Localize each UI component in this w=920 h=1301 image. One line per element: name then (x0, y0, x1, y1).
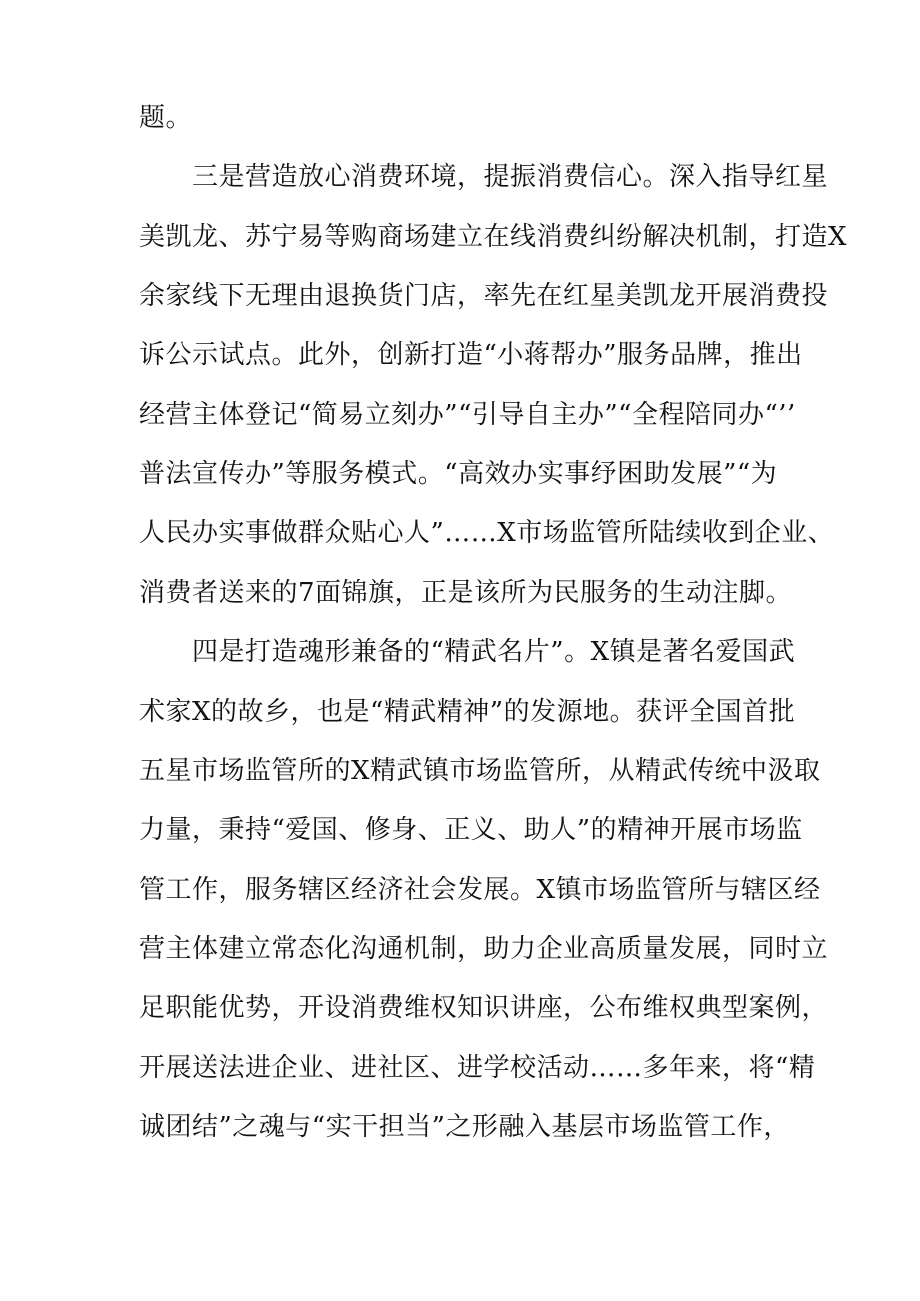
text-line: 余家线下无理由退换货门店，率先在红星美凯龙开展消费投 (139, 281, 829, 311)
text-line: 普法宣传办”等服务模式。“高效办实事纾困助发展”“为 (139, 459, 778, 489)
text-line: 题。 (139, 103, 193, 133)
paragraph-start-line: 四是打造魂形兼备的“精武名片”。X镇是著名爱国武 (192, 637, 796, 667)
text-line: 消费者送来的7面锦旗，正是该所为民服务的生动注脚。 (139, 578, 793, 608)
text-line: 诉公示试点。此外，创新打造“小蒋帮办”服务品牌，推出 (139, 340, 803, 370)
text-line: 诚团结”之魂与“实干担当”之形融入基层市场监管工作， (139, 1112, 790, 1142)
text-line: 开展送法进企业、进社区、进学校活动……多年来，将“精 (139, 1053, 816, 1083)
text-line: 人民办实事做群众贴心人”……X市场监管所陆续收到企业、 (139, 518, 835, 548)
text-line: 术家X的故乡，也是“精武精神”的发源地。获评全国首批 (139, 697, 796, 727)
text-line: 经营主体登记“简易立刻办”“引导自主办”“全程陪同办“’’ (139, 400, 796, 430)
text-line: 力量，秉持“爱国、修身、正义、助人”的精神开展市场监 (139, 815, 803, 845)
text-line: 营主体建立常态化沟通机制，助力企业高质量发展，同时立 (139, 934, 829, 964)
text-line: 五星市场监管所的X精武镇市场监管所，从精武传统中汲取 (139, 756, 821, 786)
text-line: 管工作，服务辖区经济社会发展。X镇市场监管所与辖区经 (139, 875, 821, 905)
paragraph-start-line: 三是营造放心消费环境，提振消费信心。深入指导红星 (192, 162, 829, 192)
text-line: 美凯龙、苏宁易等购商场建立在线消费纠纷解决机制，打造X (139, 222, 848, 252)
text-line: 足职能优势，开设消费维权知识讲座，公布维权典型案例， (139, 993, 829, 1023)
